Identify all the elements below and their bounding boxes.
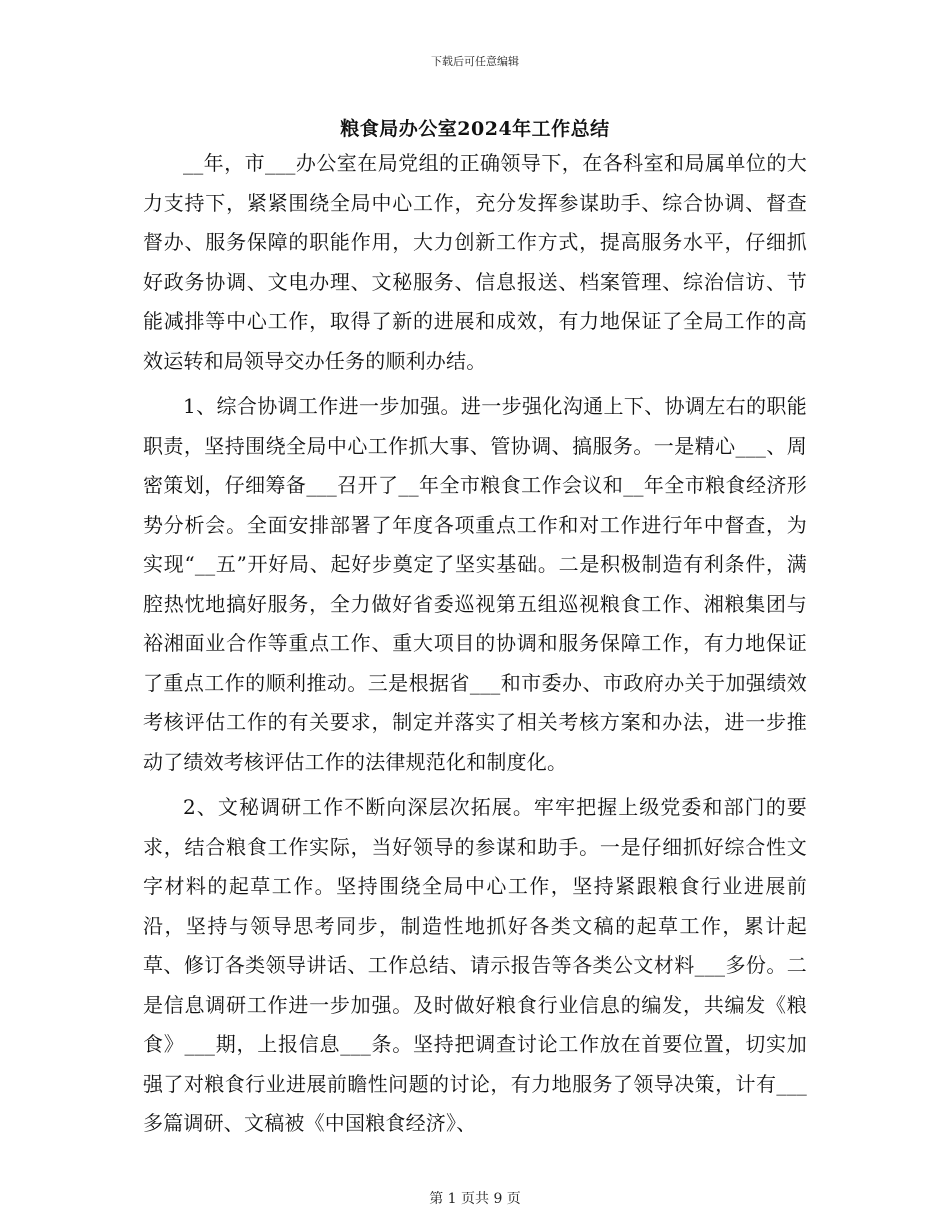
paragraph-intro: __年，市___办公室在局党组的正确领导下，在各科室和局属单位的大力支持下，紧紧围绕全局中心工作，充分发挥参谋助手、综合协调、督查督办、服务保障的职能作用，大力创新工作方式，提高服务水平，仔细抓好政务协调、文电办理、文秘服务、信息报送、档案管理、综治信访、节能减排等中心工作，取得了新的进展和成效，有力地保证了全局工作的高效运转和局领导交办任务的顺利办结。 [143, 151, 807, 373]
paragraph-secretarial-research: 2、文秘调研工作不断向深层次拓展。牢牢把握上级党委和部门的要求，结合粮食工作实际，当好领导的参谋和助手。一是仔细抓好综合性文字材料的起草工作。坚持围绕全局中心工作，坚持紧跟粮食行业进展前沿，坚持与领导思考同步，制造性地抓好各类文稿的起草工作，累计起草、修订各类领导讲话、工作总结、请示报告等各类公文材料___多份。二是信息调研工作进一步加强。及时做好粮食行业信息的编发，共编发《粮食》___期，上报信息___条。坚持把调查讨论工作放在首要位置，切实加强了对粮食行业进展前瞻性问题的讨论，有力地服务了领导决策，计有___多篇调研、文稿被《中国粮食经济》、 [143, 795, 807, 1135]
paragraph-coordination: 1、综合协调工作进一步加强。进一步强化沟通上下、协调左右的职能职责，坚持围绕全局中心工作抓大事、管协调、搞服务。一是精心___、周密策划，仔细筹备___召开了__年全市粮食工作会议和__年全市粮食经济形势分析会。全面安排部署了年度各项重点工作和对工作进行年中督查，为实现“__五”开好局、起好步奠定了坚实基础。二是积极制造有利条件，满腔热忱地搞好服务，全力做好省委巡视第五组巡视粮食工作、湘粮集团与裕湘面业合作等重点工作、重大项目的协调和服务保障工作，有力地保证了重点工作的顺利推动。三是根据省___和市委办、市政府办关于加强绩效考核评估工作的有关要求，制定并落实了相关考核方案和办法，进一步推动了绩效考核评估工作的法律规范化和制度化。 [143, 394, 807, 774]
document-body [143, 144, 807, 1144]
page-header: 下载后可任意编辑 [431, 55, 519, 68]
document-title: 粮食局办公室2024年工作总结 [340, 118, 610, 140]
page-footer: 第 1 页共 9 页 [429, 1191, 521, 1207]
